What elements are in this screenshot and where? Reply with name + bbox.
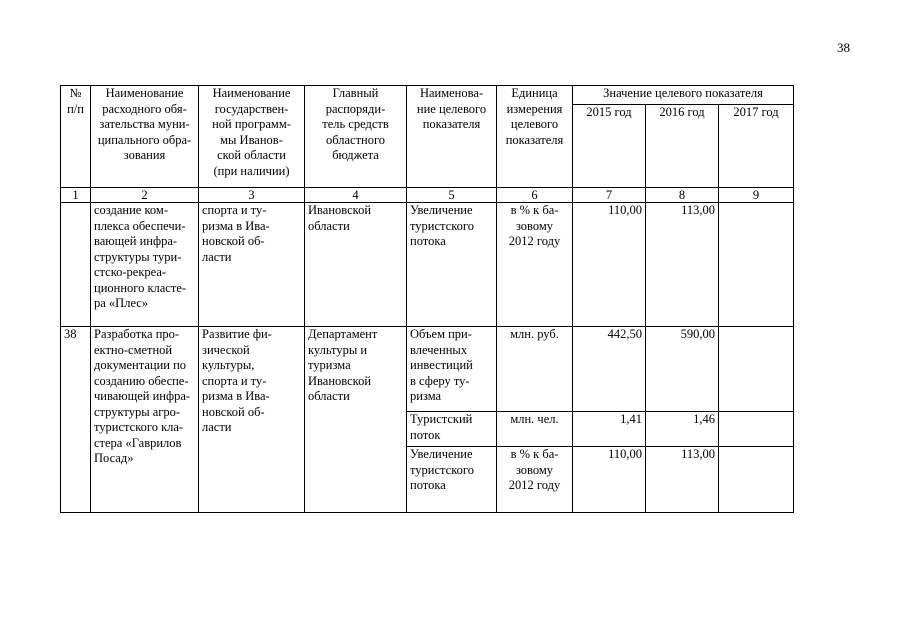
table-row-38-indicator-1: [61, 327, 794, 412]
indicator-cell: Туристский поток: [407, 412, 497, 447]
header-year-2016: 2016 год: [646, 105, 719, 188]
unit-cell: млн. руб.: [497, 327, 573, 412]
target-indicators-table: [60, 85, 794, 513]
unit-cell: в % к ба- зовому 2012 году: [497, 447, 573, 513]
value-2017-cell: [719, 203, 794, 327]
column-number: 3: [199, 188, 305, 203]
header-year-2017: 2017 год: [719, 105, 794, 188]
header-col-unit: Единица измерения целевого показателя: [497, 86, 573, 188]
column-number: 9: [719, 188, 794, 203]
row-number-cell: [61, 203, 91, 327]
indicator-cell: Увеличение туристского потока: [407, 447, 497, 513]
header-col-num: № п/п: [61, 86, 91, 188]
value-2016-cell: 1,46: [646, 412, 719, 447]
header-col-obligation: Наименование расходного обя- зательства муни- ципального обра- зования: [91, 86, 199, 188]
unit-cell: млн. чел.: [497, 412, 573, 447]
unit-cell: в % к ба- зовому 2012 году: [497, 203, 573, 327]
indicator-cell: Объем при- влеченных инвестиций в сферу ту- ризма: [407, 327, 497, 412]
header-year-2015: 2015 год: [573, 105, 646, 188]
column-number: 5: [407, 188, 497, 203]
row-number-cell: 38: [61, 327, 91, 513]
value-2017-cell: [719, 327, 794, 412]
column-number-row: [61, 188, 794, 203]
administrator-cell: Департамент культуры и туризма Ивановской области: [305, 327, 407, 513]
value-2015-cell: 110,00: [573, 447, 646, 513]
value-2017-cell: [719, 412, 794, 447]
header-col-program: Наименование государствен- ной программ- мы Иванов- ской области (при наличии): [199, 86, 305, 188]
value-2016-cell: 113,00: [646, 203, 719, 327]
administrator-cell: Ивановской области: [305, 203, 407, 327]
table-row-continuation: [61, 203, 794, 327]
value-2016-cell: 113,00: [646, 447, 719, 513]
program-cell: Развитие фи- зической культуры, спорта и ту- ризма в Ива- новской об- ласти: [199, 327, 305, 513]
column-number: 4: [305, 188, 407, 203]
value-2015-cell: 1,41: [573, 412, 646, 447]
value-2015-cell: 110,00: [573, 203, 646, 327]
value-2015-cell: 442,50: [573, 327, 646, 412]
indicator-cell: Увеличение туристского потока: [407, 203, 497, 327]
header-col-administrator: Главный распоряди- тель средств областного бюджета: [305, 86, 407, 188]
column-number: 2: [91, 188, 199, 203]
value-2016-cell: 590,00: [646, 327, 719, 412]
value-2017-cell: [719, 447, 794, 513]
column-number: 8: [646, 188, 719, 203]
program-cell: спорта и ту- ризма в Ива- новской об- ласти: [199, 203, 305, 327]
header-row-top: [61, 86, 794, 105]
obligation-cell: Разработка про- ектно-сметной документации по созданию обеспе- чивающей инфра- структуры агро- туристского кла- стера «Гаврилов Посад»: [91, 327, 199, 513]
column-number: 7: [573, 188, 646, 203]
column-number: 1: [61, 188, 91, 203]
header-value-group: Значение целевого показателя: [573, 86, 794, 105]
page-number: 38: [837, 40, 850, 55]
header-col-indicator: Наименова- ние целевого показателя: [407, 86, 497, 188]
obligation-cell: создание ком- плекса обеспечи- вающей инфра- структуры тури- стско-рекреа- ционного класте- ра «Плес»: [91, 203, 199, 327]
column-number: 6: [497, 188, 573, 203]
